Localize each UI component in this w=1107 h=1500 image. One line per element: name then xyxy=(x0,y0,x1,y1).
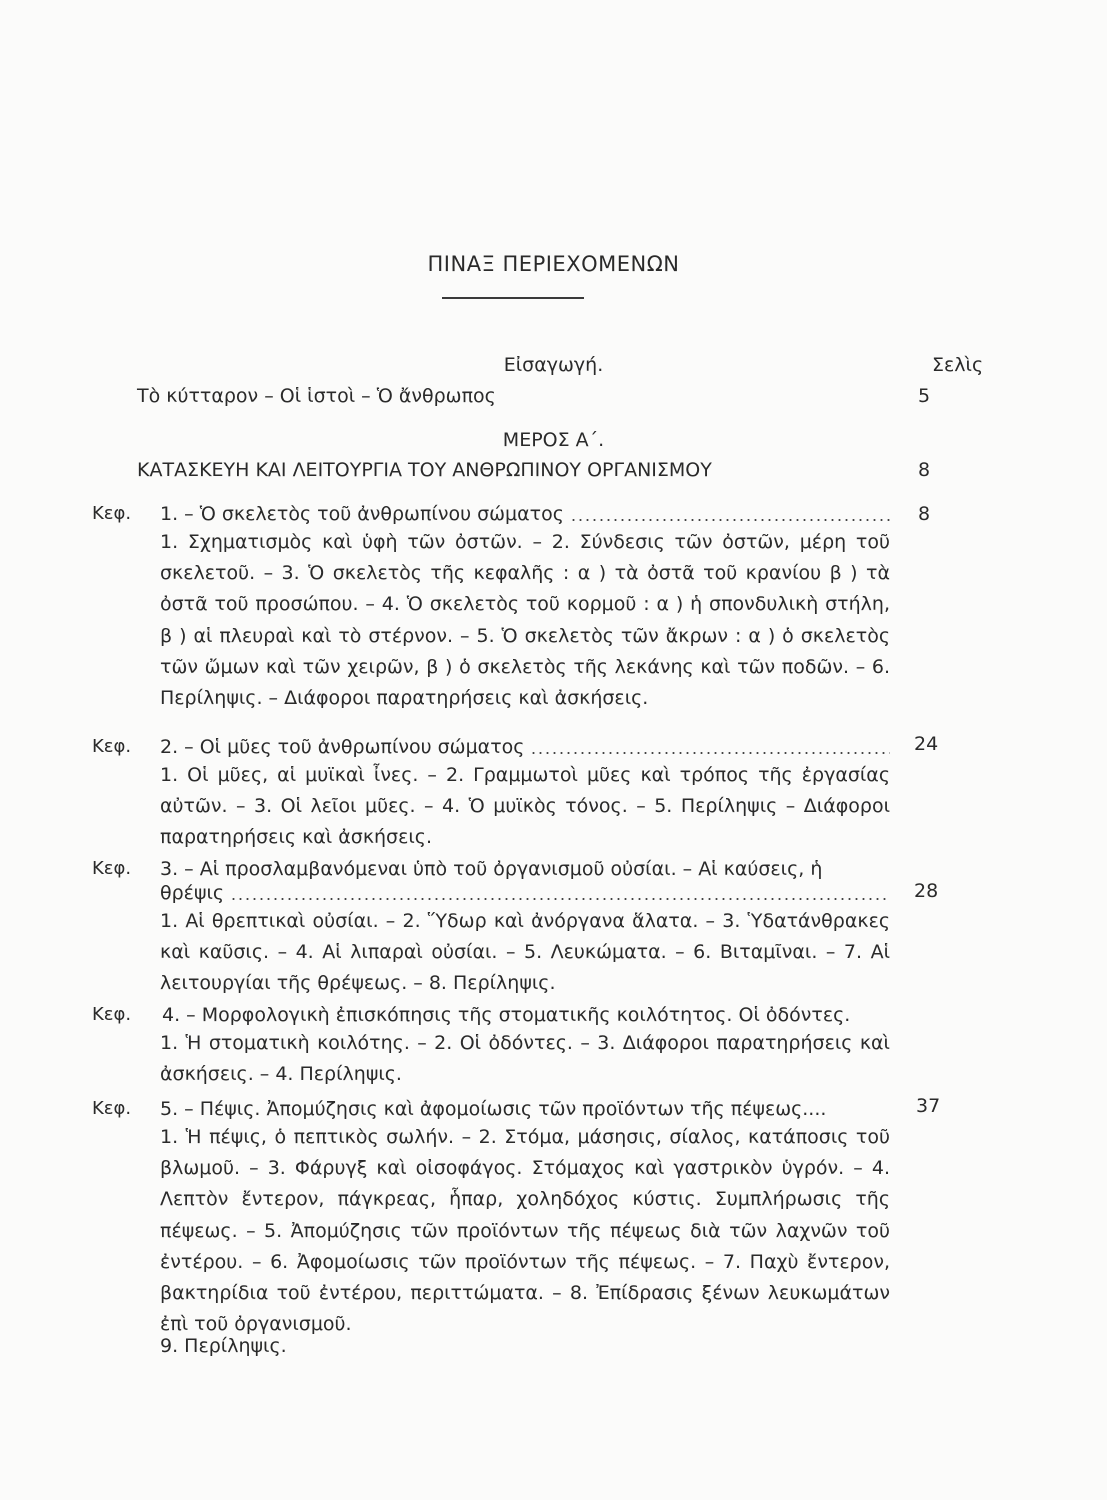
part-label: ΜΕΡΟΣ Α΄. xyxy=(502,429,605,451)
toc-title: ΠΙΝΑΞ ΠΕΡΙΕΧΟΜΕΝΩΝ xyxy=(427,252,680,276)
intro-entry: Τὸ κύτταρον – Οἱ ἱστοὶ – Ὁ ἄνθρωπος xyxy=(137,385,496,407)
chapter-1-title-row xyxy=(160,501,890,527)
chapter-2-sections: 1. Οἱ μῦες, αἱ μυϊκαὶ ἶνες. – 2. Γραμμωτοὶ μῦες καὶ τρόπος τῆς ἐργασίας αὐτῶν. – 3. Οἱ λεῖοι μῦες. – 4. Ὁ μυϊκὸς τόνος. – 5. Περίληψις – Διάφοροι παρατηρήσεις καὶ ἀσκήσεις. xyxy=(160,764,890,849)
dot-leader xyxy=(570,518,890,522)
chapter-1-sections: 1. Σχηματισμὸς καὶ ὑφὴ τῶν ὀστῶν. – 2. Σύνδεσις τῶν ὀστῶν, μέρη τοῦ σκελετοῦ. – 3. Ὁ σκελετὸς τῆς κεφαλῆς : α ) τὰ ὀστᾶ τοῦ κρανίου β ) τὰ ὀστᾶ τοῦ προσώπου. – 4. Ὁ σκελετὸς τοῦ κορμοῦ : α ) ἡ σπονδυλικὴ στήλη, β ) αἱ πλευραὶ καὶ τὸ στέρνον. – 5. Ὁ σκελετὸς τῶν ἄκρων : α ) ὁ σκελετὸς τῶν ὤμων καὶ τῶν χειρῶν, β ) ὁ σκελετὸς τῆς λεκάνης καὶ τῶν ποδῶν. – 6. Περίληψις. – Διάφοροι παρατηρήσεις καὶ ἀσκήσεις. xyxy=(160,531,890,710)
intro-heading: Εἰσαγωγή. xyxy=(503,354,604,376)
chapter-2-prefix: Κεφ. xyxy=(92,736,132,757)
chapter-1-title: 1. – Ὁ σκελετὸς τοῦ ἀνθρωπίνου σώματος xyxy=(160,503,564,525)
chapter-3-prefix: Κεφ. xyxy=(92,858,132,879)
chapter-2-title-row xyxy=(160,734,890,760)
chapter-4-title: 4. – Μορφολογικὴ ἐπισκόπησις τῆς στοματικῆς κοιλότητος. Οἱ ὀδόντες. xyxy=(162,1004,851,1026)
chapter-3-title-row xyxy=(160,880,890,906)
chapter-5-prefix: Κεφ. xyxy=(92,1098,132,1119)
chapter-3-page-number: 28 xyxy=(914,880,939,902)
title-divider xyxy=(442,297,584,299)
part-page-number: 8 xyxy=(918,459,931,481)
chapter-5-page-number: 37 xyxy=(916,1095,941,1117)
dot-leader xyxy=(230,897,890,901)
chapter-3-title-line-1: 3. – Αἱ προσλαμβανόμεναι ὑπὸ τοῦ ὀργανισμοῦ οὐσίαι. – Αἱ καύσεις, ἡ xyxy=(160,858,823,880)
chapter-2-page-number: 24 xyxy=(914,733,939,755)
chapter-1-page-number: 8 xyxy=(918,503,931,525)
dot-leader xyxy=(530,751,890,755)
chapter-5-last-section: 9. Περίληψις. xyxy=(160,1335,287,1357)
chapter-3-sections: 1. Αἱ θρεπτικαὶ οὐσίαι. – 2. Ὕδωρ καὶ ἀνόργανα ἅλατα. – 3. Ὑδατάνθρακες καὶ καῦσις. – 4. Αἱ λιπαραὶ οὐσίαι. – 5. Λευκώματα. – 6. Βιταμῖναι. – 7. Αἱ λειτουργίαι τῆς θρέψεως. – 8. Περίληψις. xyxy=(160,910,890,995)
chapter-4-prefix: Κεφ. xyxy=(92,1004,132,1025)
chapter-5-sections: 1. Ἡ πέψις, ὁ πεπτικὸς σωλήν. – 2. Στόμα, μάσησις, σίαλος, κατάποσις τοῦ βλωμοῦ. – 3. Φάρυγξ καὶ οἰσοφάγος. Στόμαχος καὶ γαστρικὸν ὑγρόν. – 4. Λεπτὸν ἔντερον, πάγκρεας, ἧπαρ, χοληδόχος κύστις. Συμπλήρωσις τῆς πέψεως. – 5. Ἀπομύζησις τῶν προϊόντων τῆς πέψεως διὰ τῶν λαχνῶν τοῦ ἐντέρου. – 6. Ἀφομοίωσις τῶν προϊόντων τῆς πέψεως. – 7. Παχὺ ἔντερον, βακτηρίδια τοῦ ἐντέρου, περιττώματα. – 8. Ἐπίδρασις ξένων λευκωμάτων ἐπὶ τοῦ ὀργανισμοῦ. xyxy=(160,1126,890,1336)
chapter-5-title: 5. – Πέψις. Ἀπομύζησις καὶ ἀφομοίωσις τῶν προϊόντων τῆς πέψεως.... xyxy=(160,1098,827,1120)
intro-page-number: 5 xyxy=(918,385,931,407)
chapter-3-title-line-2: θρέψις xyxy=(160,882,225,904)
chapter-4-sections: 1. Ἡ στοματικὴ κοιλότης. – 2. Οἱ ὀδόντες. – 3. Διάφοροι παρατηρήσεις καὶ ἀσκήσεις. – 4. Περίληψις. xyxy=(160,1032,890,1086)
chapter-1-prefix: Κεφ. xyxy=(92,503,132,524)
chapter-2-title: 2. – Οἱ μῦες τοῦ ἀνθρωπίνου σώματος xyxy=(160,736,525,758)
part-title: ΚΑΤΑΣΚΕΥΗ ΚΑΙ ΛΕΙΤΟΥΡΓΙΑ ΤΟΥ ΑΝΘΡΩΠΙΝΟΥ ΟΡΓΑΝΙΣΜΟΥ xyxy=(137,459,712,481)
page-column-label: Σελὶς xyxy=(932,354,984,376)
